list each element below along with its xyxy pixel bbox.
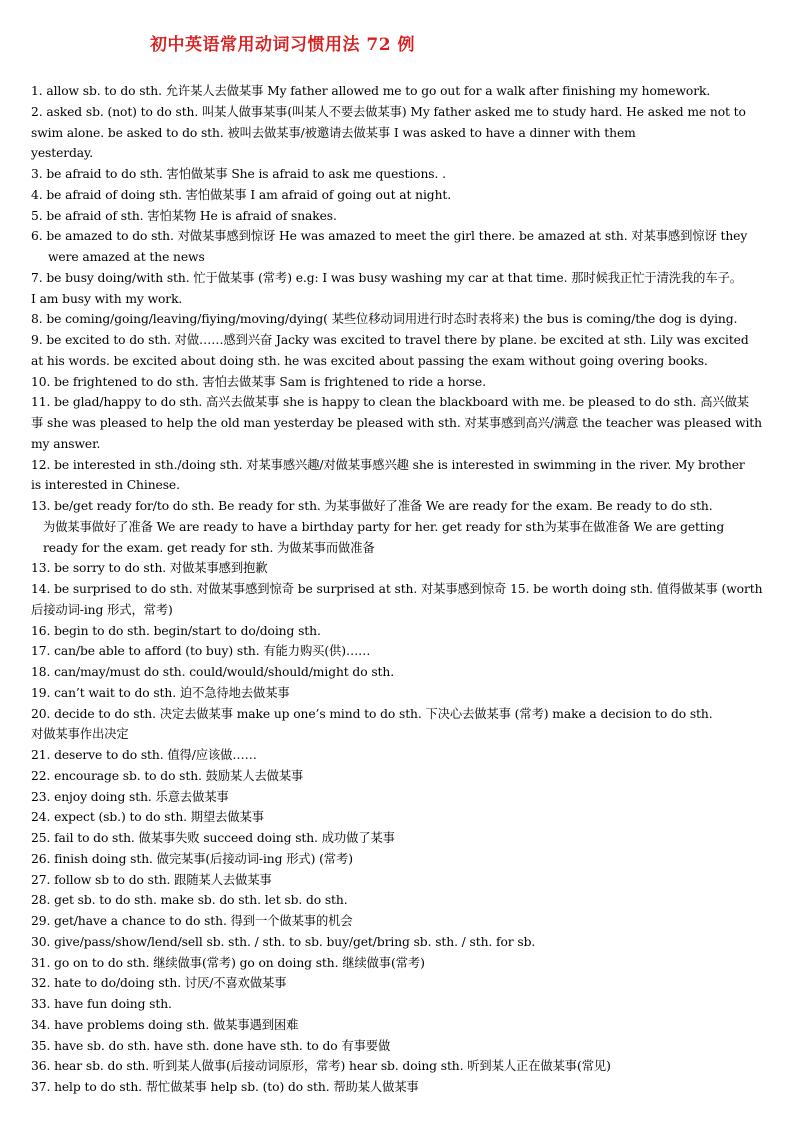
text-line: 为做某事做好了准备 We are ready to have a birthday party for her. get ready for sth为某事在做准备 We are getting: [43, 519, 725, 534]
text-line: I am busy with my work.: [31, 291, 183, 306]
text-line: 30. give/pass/show/lend/sell sb. sth. / sth. to sb. buy/get/bring sb. sth. / sth. for sb.: [31, 934, 536, 949]
page-title: 初中英语常用动词习惯用法 72 例: [150, 35, 415, 55]
text-line: 3. be afraid to do sth. 害怕做某事 She is afraid to ask me questions. .: [31, 167, 446, 181]
text-line: 31. go on to do sth. 继续做事(常考) go on doing sth. 继续做事(常考): [31, 955, 425, 970]
text-line: 18. can/may/must do sth. could/would/should/might do sth.: [31, 665, 394, 679]
text-line: 11. be glad/happy to do sth. 高兴去做某事 she is happy to clean the blackboard with me. be pleased to do sth. 高兴做某: [31, 395, 749, 410]
text-line: 4. be afraid of doing sth. 害怕做某事 I am afraid of going out at night.: [31, 187, 452, 202]
text-line: 事 she was pleased to help the old man yesterday be pleased with sth. 对某事感到高兴/满意 the teacher was pleased with: [31, 416, 762, 430]
text-line: 10. be frightened to do sth. 害怕去做某事 Sam is frightened to ride a horse.: [31, 374, 486, 389]
text-line: 7. be busy doing/with sth. 忙于做某事 (常考) e.g: I was busy washing my car at that time. 那时候我正忙于清洗我的车子。: [31, 270, 742, 285]
text-line: 8. be coming/going/leaving/fiying/moving/dying( 某些位移动词用进行时态时表将来) the bus is coming/the dog is dying.: [31, 312, 738, 327]
text-line: 2. asked sb. (not) to do sth. 叫某人做事某事(叫某人不要去做某事) My father asked me to study hard. He asked me not to: [31, 104, 746, 119]
text-line: ready for the exam. get ready for sth. 为做某事而做准备: [43, 540, 375, 555]
text-line: is interested in Chinese.: [31, 478, 180, 493]
text-line: 24. expect (sb.) to do sth. 期望去做某事: [31, 810, 264, 825]
text-line: my answer.: [31, 436, 101, 451]
text-line: 26. finish doing sth. 做完某事(后接动词-ing 形式) (常考): [31, 851, 353, 866]
text-line: 19. can’t wait to do sth. 迫不急待地去做某事: [31, 685, 290, 700]
text-line: 27. follow sb to do sth. 跟随某人去做某事: [31, 872, 272, 887]
text-line: 35. have sb. do sth. have sth. done have sth. to do 有事要做: [31, 1038, 391, 1053]
text-line: 6. be amazed to do sth. 对做某事感到惊讶 He was amazed to meet the girl there. be amazed at sth. 对某事感到惊讶 they: [31, 229, 748, 244]
document-body: [31, 81, 791, 1119]
text-line: 33. have fun doing sth.: [31, 997, 172, 1011]
text-line: yesterday.: [31, 146, 94, 161]
text-line: 20. decide to do sth. 决定去做某事 make up one’s mind to do sth. 下决心去做某事 (常考) make a decision to do sth.: [31, 706, 713, 721]
text-line: 对做某事作出决定: [31, 727, 129, 742]
text-line: swim alone. be asked to do sth. 被叫去做某事/被邀请去做某事 I was asked to have a dinner with them: [31, 125, 636, 140]
text-line: [31, 1098, 791, 1119]
text-line: 21. deserve to do sth. 值得/应该做……: [31, 748, 257, 762]
text-line: at his words. be excited about doing sth. he was excited about passing the exam without going overing books.: [31, 353, 708, 368]
text-line: 13. be sorry to do sth. 对做某事感到抱歉: [31, 561, 268, 576]
text-line: 12. be interested in sth./doing sth. 对某事感兴趣/对做某事感兴趣 she is interested in swimming in the river. My brother: [31, 457, 745, 472]
text-line: 17. can/be able to afford (to buy) sth. 有能力购买(供)……: [31, 644, 371, 659]
text-line: 5. be afraid of sth. 害怕某物 He is afraid of snakes.: [31, 208, 337, 223]
text-line: 13. be/get ready for/to do sth. Be ready for sth. 为某事做好了准备 We are ready for the exam. Be ready to do sth.: [31, 499, 713, 513]
text-line: 14. be surprised to do sth. 对做某事感到惊奇 be surprised at sth. 对某事感到惊奇 15. be worth doing sth. 值得做某事 (worth: [31, 582, 763, 596]
text-line: 16. begin to do sth. begin/start to do/doing sth.: [31, 623, 321, 638]
text-line: 32. hate to do/doing sth. 讨厌/不喜欢做某事: [31, 976, 287, 991]
text-line: 23. enjoy doing sth. 乐意去做某事: [31, 789, 229, 804]
text-line: were amazed at the news: [48, 250, 205, 264]
text-line: 28. get sb. to do sth. make sb. do sth. let sb. do sth.: [31, 893, 348, 908]
text-line: 后接动词-ing 形式，常考): [31, 602, 173, 617]
text-line: 9. be excited to do sth. 对做……感到兴奋 Jacky was excited to travel there by plane. be excited at sth. Lily was excited: [31, 333, 749, 347]
text-line: 34. have problems doing sth. 做某事遇到困难: [31, 1017, 299, 1032]
text-line: 22. encourage sb. to do sth. 鼓励某人去做某事: [31, 768, 304, 783]
text-line: 1. allow sb. to do sth. 允许某人去做某事 My father allowed me to go out for a walk after finishing my homework.: [31, 84, 711, 98]
text-line: 29. get/have a chance to do sth. 得到一个做某事的机会: [31, 914, 353, 928]
text-line: 25. fail to do sth. 做某事失败 succeed doing sth. 成功做了某事: [31, 831, 395, 845]
text-line: 36. hear sb. do sth. 听到某人做事(后接动词原形，常考) hear sb. doing sth. 听到某人正在做某事(常见): [31, 1059, 611, 1074]
text-line: 37. help to do sth. 帮忙做某事 help sb. (to) do sth. 帮助某人做某事: [31, 1080, 419, 1094]
